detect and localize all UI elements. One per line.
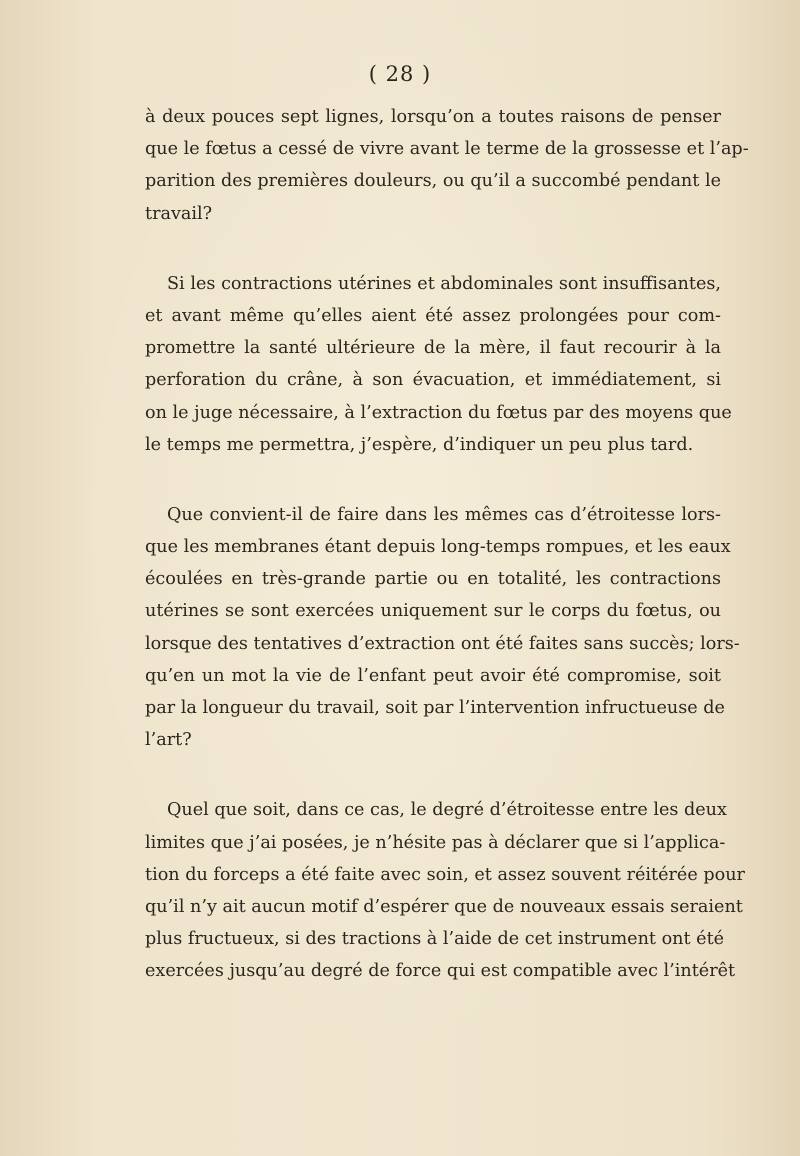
page-number: ( 28 ): [368, 62, 432, 86]
text-line: on le juge nécessaire, à l’extraction du fœtus par des moyens que: [145, 402, 732, 423]
text-line: et avant même qu’elles aient été assez prolongées pour com-: [145, 305, 721, 326]
text-line: perforation du crâne, à son évacuation, et immédiatement, si: [145, 370, 721, 391]
paragraph-3: [145, 499, 740, 757]
text-line: exercées jusqu’au degré de force qui est compatible avec l’intérêt: [145, 961, 736, 982]
body-text: [145, 101, 749, 988]
text-line: à deux pouces sept lignes, lorsqu’on a toutes raisons de penser: [145, 107, 721, 127]
text-line: utérines se sont exercées uniquement sur le corps du fœtus, ou: [145, 601, 721, 622]
text-line: l’art?: [145, 730, 192, 751]
text-line: Quel que soit, dans ce cas, le degré d’étroitesse entre les deux: [167, 800, 727, 821]
paragraph-2: [145, 268, 732, 461]
text-line: qu’il n’y ait aucun motif d’espérer que de nouveaux essais seraient: [145, 896, 743, 917]
text-line: promettre la santé ultérieure de la mère, il faut recourir à la: [145, 338, 721, 359]
text-line: plus fructueux, si des tractions à l’aide de cet instrument ont été: [145, 929, 725, 950]
text-line: écoulées en très-grande partie ou en totalité, les contractions: [145, 569, 721, 590]
paragraph-4: [145, 794, 745, 987]
text-line: limites que j’ai posées, je n’hésite pas à déclarer que si l’applica-: [145, 832, 726, 853]
text-line: travail?: [145, 203, 213, 224]
text-line: qu’en un mot la vie de l’enfant peut avoir été compromise, soit: [145, 665, 721, 686]
text-line: Que convient-il de faire dans les mêmes cas d’étroitesse lors-: [167, 504, 721, 525]
text-line: le temps me permettra, j’espère, d’indiquer un peu plus tard.: [145, 434, 694, 455]
text-line: Si les contractions utérines et abdominales sont insuffisantes,: [167, 273, 721, 294]
text-line: par la longueur du travail, soit par l’intervention infructueuse de: [145, 698, 725, 718]
text-line: lorsque des tentatives d’extraction ont été faites sans succès; lors-: [145, 633, 740, 654]
paragraph-1: [145, 101, 749, 230]
text-line: que les membranes étant depuis long-temps rompues, et les eaux: [145, 537, 731, 558]
text-line: que le fœtus a cessé de vivre avant le terme de la grossesse et l’ap-: [145, 139, 749, 160]
text-line: parition des premières douleurs, ou qu’il a succombé pendant le: [145, 171, 721, 192]
text-line: tion du forceps a été faite avec soin, et assez souvent réitérée pour: [145, 864, 745, 885]
